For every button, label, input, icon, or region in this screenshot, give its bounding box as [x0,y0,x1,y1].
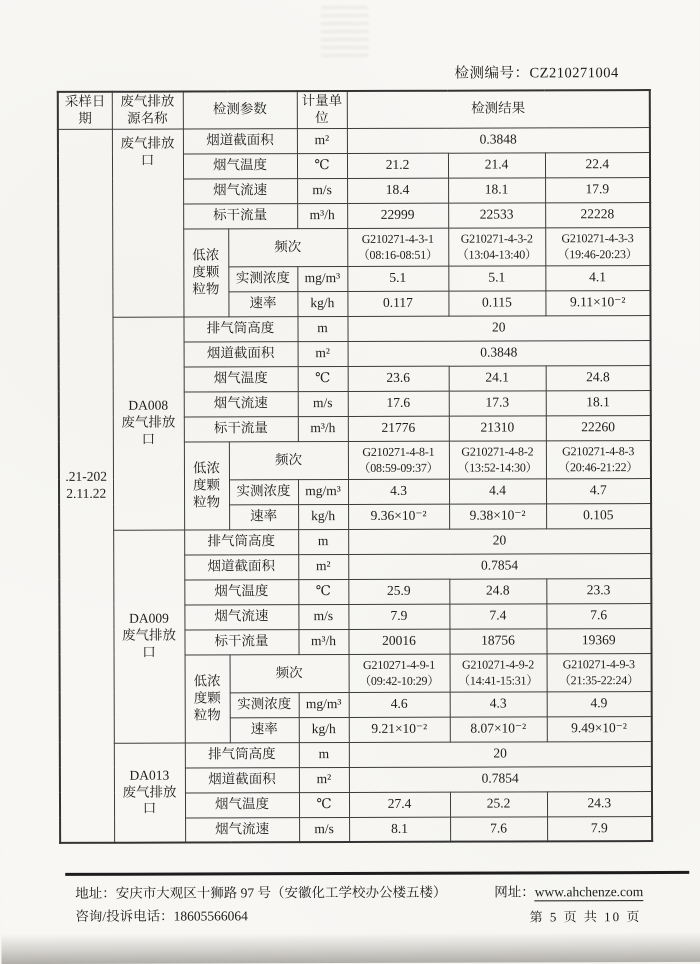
source-cell [113,530,185,743]
param-label-cell: 频次 [230,654,349,692]
value-cell: 4.3 [450,692,547,717]
value-cell: 8.1 [349,817,450,842]
unit-cell: m² [298,341,348,366]
ink-bleed-smudge [321,6,369,58]
value-cell: 9.49×10⁻² [547,716,652,741]
pollutant-cell: 低浓度颗粒物 [184,442,229,530]
col-header-source: 废气排放源名称 [112,92,183,129]
value-cell: 7.9 [348,604,449,629]
value-cell: 0.3848 [347,127,650,153]
pollutant-cell: 低浓度颗粒物 [183,229,228,317]
freq-cell [348,441,449,479]
source-cell [114,743,185,843]
value-cell: 18756 [449,629,546,654]
value-cell: 7.9 [547,816,652,841]
param-label-cell: 速率 [229,504,298,529]
freq-time: （08:16-08:51） [357,247,438,263]
col-header-param: 检测参数 [183,91,297,129]
value-cell: 9.38×10⁻² [449,504,546,529]
footer-address: 地址：安庆市大观区十狮路 97 号（安徽化工学校办公楼五楼） [75,884,447,901]
param-label-cell: 实测浓度 [228,266,297,291]
param-label-cell: 烟道截面积 [183,128,297,153]
param-label-cell: 实测浓度 [229,479,298,504]
unit-cell: m/s [297,178,347,203]
value-cell: 7.6 [450,817,547,842]
value-cell: 18.1 [448,178,545,203]
unit-cell: m³/h [297,203,347,228]
value-cell: 0.7854 [349,766,652,792]
value-cell: 0.105 [546,503,651,528]
table-row [59,528,651,555]
freq-cell [349,654,450,692]
param-label-cell: 标干流量 [184,629,298,654]
param-label-cell: 烟气温度 [184,579,298,604]
footer-divider [65,871,689,876]
source-code: DA008 [128,398,169,414]
value-cell: 20 [347,315,650,341]
unit-cell: m³/h [298,416,348,441]
value-cell: 4.7 [546,478,651,503]
unit-cell: mg/m³ [297,266,347,291]
freq-code: G210271-4-8-2 [461,444,534,459]
table-row [58,127,650,154]
value-cell: 7.6 [546,603,651,628]
sampling-date-cell [58,129,114,843]
value-cell: 25.2 [450,792,547,817]
param-label-cell: 实测浓度 [230,692,299,717]
source-name: 废气排放口 [122,784,177,817]
value-cell: 0.115 [448,291,545,316]
pollutant-cell: 低浓度颗粒物 [185,655,230,743]
sampling-date-line1: .21-202 [65,468,108,485]
value-cell: 21.4 [448,153,545,178]
freq-code: G210271-4-8-1 [362,444,435,460]
unit-cell: m² [299,767,349,792]
param-label-cell: 烟气流速 [185,817,299,842]
value-cell: 9.11×10⁻² [545,290,650,315]
unit-cell: kg/h [298,504,348,529]
freq-time: （19:46-20:23） [557,247,638,262]
source-name: 废气排放口 [120,135,175,168]
value-cell: 23.6 [348,366,449,391]
freq-cell [546,440,651,478]
value-cell: 8.07×10⁻² [450,717,547,742]
value-cell: 24.8 [449,579,546,604]
unit-cell: m² [297,128,347,153]
source-name: 废气排放口 [121,414,176,447]
value-cell: 18.4 [347,178,448,203]
value-cell: 17.6 [348,391,449,416]
freq-time: （21:35-22:24） [558,673,639,688]
unit-cell: ℃ [298,579,348,604]
unit-cell: m² [298,554,348,579]
param-label-cell: 烟气流速 [184,391,298,416]
value-cell: 4.6 [349,692,450,717]
unit-cell: m/s [299,817,349,842]
freq-time: （09:42-10:29） [359,673,440,689]
value-cell: 27.4 [349,792,450,817]
col-header-date: 采样日期 [58,92,112,129]
param-label-cell: 烟气流速 [183,178,297,203]
freq-time: （08:59-09:37） [358,460,439,476]
param-label-cell: 排气筒高度 [183,316,297,341]
value-cell: 21.2 [347,153,448,178]
value-cell: 24.1 [449,366,546,391]
footer-website [494,880,643,900]
param-label-cell: 烟道截面积 [184,554,298,579]
param-label-cell: 烟道截面积 [185,767,299,792]
unit-cell: kg/h [299,717,349,742]
param-label-cell: 排气筒高度 [184,529,298,554]
param-label-cell: 速率 [230,717,299,742]
source-cell [112,129,184,317]
value-cell: 22228 [545,202,650,227]
freq-cell [545,227,650,265]
table-row [60,741,652,768]
freq-time: （14:41-15:31） [458,673,539,688]
value-cell: 0.3848 [348,340,651,366]
col-header-result: 检测结果 [347,90,650,128]
param-label-cell: 烟气温度 [183,153,297,178]
source-code: DA009 [129,611,169,627]
value-cell: 4.1 [545,265,650,290]
value-cell: 19369 [546,628,651,653]
value-cell: 21776 [348,416,449,441]
value-cell: 4.3 [348,479,449,504]
value-cell: 21310 [449,416,546,441]
param-label-cell: 烟道截面积 [184,341,298,366]
report-number [454,61,618,83]
freq-code: G210271-4-3-3 [561,231,634,246]
footer-phone: 咨询/投诉电话：18605566064 [75,908,248,924]
value-cell: 9.36×10⁻² [348,504,449,529]
source-cell [112,317,184,530]
unit-cell: m [297,316,347,341]
freq-code: G210271-4-3-1 [361,231,434,247]
freq-code: G210271-4-8-3 [562,444,635,459]
freq-code: G210271-4-9-2 [462,657,535,672]
value-cell: 18.1 [546,390,651,415]
unit-cell: mg/m³ [299,692,349,717]
freq-cell [448,228,545,266]
param-label-cell: 排气筒高度 [185,742,299,767]
unit-cell: ℃ [297,153,347,178]
value-cell: 25.9 [348,579,449,604]
param-label-cell: 烟气温度 [185,792,299,817]
freq-code: G210271-4-9-1 [363,657,436,673]
unit-cell: mg/m³ [298,479,348,504]
page-number: 第 5 页 共 10 页 [529,909,642,925]
freq-cell [449,441,546,479]
value-cell: 20016 [348,629,449,654]
freq-time: （13:52-14:30） [457,460,538,475]
source-code: DA013 [129,767,170,783]
value-cell: 9.21×10⁻² [349,717,450,742]
freq-cell [450,654,547,692]
param-label-cell: 频次 [228,228,347,266]
value-cell: 23.3 [546,578,651,603]
table-row [58,315,650,342]
unit-cell: m/s [298,604,348,629]
freq-cell [347,228,448,266]
value-cell: 20 [348,528,651,554]
unit-cell: kg/h [297,291,347,316]
sampling-date-line2: 2.11.22 [66,485,107,501]
value-cell: 17.3 [449,391,546,416]
unit-cell: m/s [298,391,348,416]
page-edge-shadow [1,932,700,964]
unit-cell: ℃ [299,792,349,817]
report-number-label: 检测编号： [454,65,530,82]
unit-cell: m [299,742,349,767]
value-cell: 17.9 [545,177,650,202]
value-cell: 24.3 [547,791,652,816]
freq-time: （20:46-21:22） [558,460,639,475]
value-cell: 22533 [448,203,545,228]
col-header-unit: 计量单位 [297,91,347,128]
param-label-cell: 标干流量 [183,203,297,228]
report-number-value: CZ210271004 [529,65,619,82]
results-table [57,89,653,844]
param-label-cell: 速率 [228,291,297,316]
website-label: 网址： [494,884,535,900]
unit-cell: ℃ [298,366,348,391]
value-cell: 5.1 [347,266,448,291]
param-label-cell: 频次 [229,441,348,479]
param-label-cell: 烟气温度 [184,366,298,391]
unit-cell: m [298,529,348,554]
value-cell: 5.1 [448,266,545,291]
param-label-cell: 标干流量 [184,416,298,441]
table-header-row [58,90,650,129]
value-cell: 4.4 [449,479,546,504]
value-cell: 24.8 [546,365,651,390]
value-cell: 4.9 [547,691,652,716]
value-cell: 7.4 [449,604,546,629]
website-link[interactable]: www.ahchenze.com [534,884,644,900]
param-label-cell: 烟气流速 [184,604,298,629]
value-cell: 0.7854 [348,553,651,579]
value-cell: 22.4 [545,152,650,177]
value-cell: 22999 [347,203,448,228]
value-cell: 0.117 [347,291,448,316]
freq-code: G210271-4-3-2 [460,231,533,246]
value-cell: 22260 [546,415,651,440]
unit-cell: m³/h [298,629,348,654]
value-cell: 20 [349,741,652,767]
freq-code: G210271-4-9-3 [562,657,635,672]
source-name: 废气排放口 [121,627,177,660]
freq-time: （13:04-13:40） [456,247,537,262]
freq-cell [547,653,652,691]
